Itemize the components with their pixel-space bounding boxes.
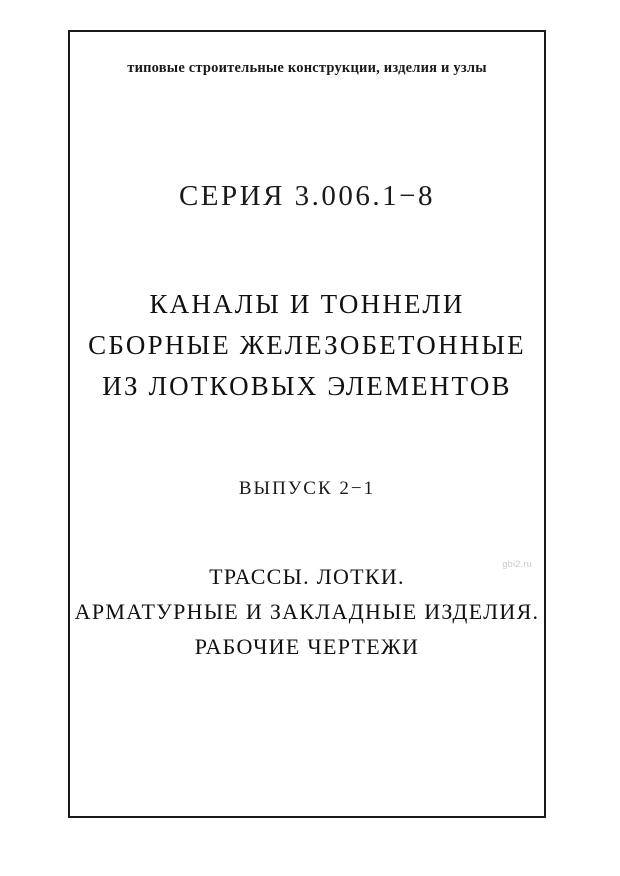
document-title xyxy=(70,284,544,407)
title-page-border xyxy=(68,30,546,818)
series-number: СЕРИЯ 3.006.1−8 xyxy=(178,180,436,212)
issue-number: ВЫПУСК 2−1 xyxy=(238,478,376,499)
document-kicker: типовые строительные конструкции, изделия и узлы xyxy=(127,60,487,76)
document-subtitle xyxy=(70,559,544,664)
title-line: КАНАЛЫ И ТОННЕЛИ xyxy=(149,289,465,319)
title-line: ИЗ ЛОТКОВЫХ ЭЛЕМЕНТОВ xyxy=(102,371,512,401)
watermark-text: gbi2.ru xyxy=(502,559,532,569)
title-page-content xyxy=(70,32,544,816)
subtitle-line: ТРАССЫ. ЛОТКИ. xyxy=(209,564,405,589)
title-line: СБОРНЫЕ ЖЕЛЕЗОБЕТОННЫЕ xyxy=(88,330,526,360)
subtitle-line: РАБОЧИЕ ЧЕРТЕЖИ xyxy=(194,634,420,659)
subtitle-line: АРМАТУРНЫЕ И ЗАКЛАДНЫЕ ИЗДЕЛИЯ. xyxy=(74,599,540,624)
